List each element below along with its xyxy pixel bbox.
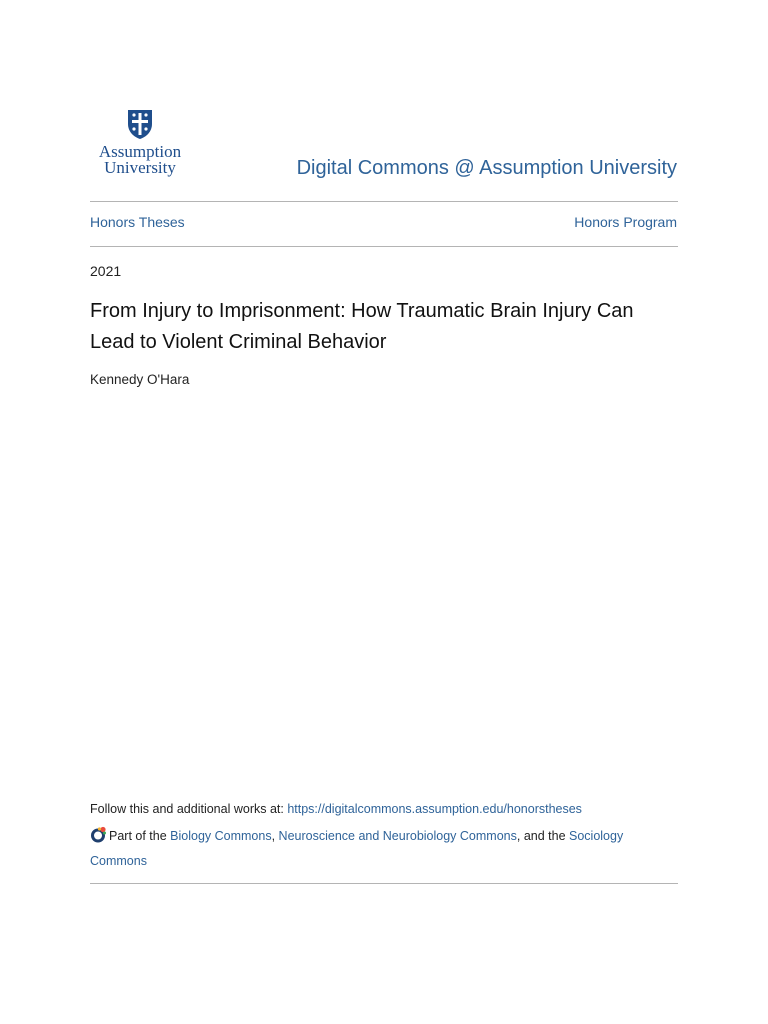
publication-year: 2021 [90, 263, 122, 279]
neuroscience-commons-link[interactable]: Neuroscience and Neurobiology Commons [278, 829, 517, 843]
sociology-commons-link[interactable]: Sociology Commons [90, 829, 624, 868]
author-name: Kennedy O'Hara [90, 372, 190, 387]
follow-label: Follow this and additional works at: [90, 802, 288, 816]
honors-theses-link[interactable]: Honors Theses [90, 214, 185, 230]
shield-crest-icon [126, 108, 154, 140]
document-title: From Injury to Imprisonment: How Traumatic Brain Injury Can Lead to Violent Criminal Behavior [90, 300, 634, 353]
part-of-line [90, 825, 678, 872]
repository-title-link[interactable]: Digital Commons @ Assumption University [296, 157, 677, 179]
separator-1: , [271, 829, 279, 843]
footer-divider [90, 883, 678, 884]
separator-2: , and the [516, 829, 569, 843]
follow-line [90, 798, 678, 820]
honors-program-link[interactable]: Honors Program [574, 214, 677, 230]
university-logo[interactable] [90, 108, 190, 176]
header-divider [90, 201, 678, 202]
network-commons-icon [90, 826, 107, 850]
logo-line-1: Assumption [98, 142, 182, 161]
biology-commons-link[interactable]: Biology Commons [170, 829, 272, 843]
logo-line-2: University [104, 158, 176, 177]
logo-wordmark [90, 144, 190, 176]
nav-divider [90, 246, 678, 247]
collection-url-link[interactable]: https://digitalcommons.assumption.edu/honorstheses [287, 802, 582, 816]
part-of-label: Part of the [109, 829, 171, 843]
